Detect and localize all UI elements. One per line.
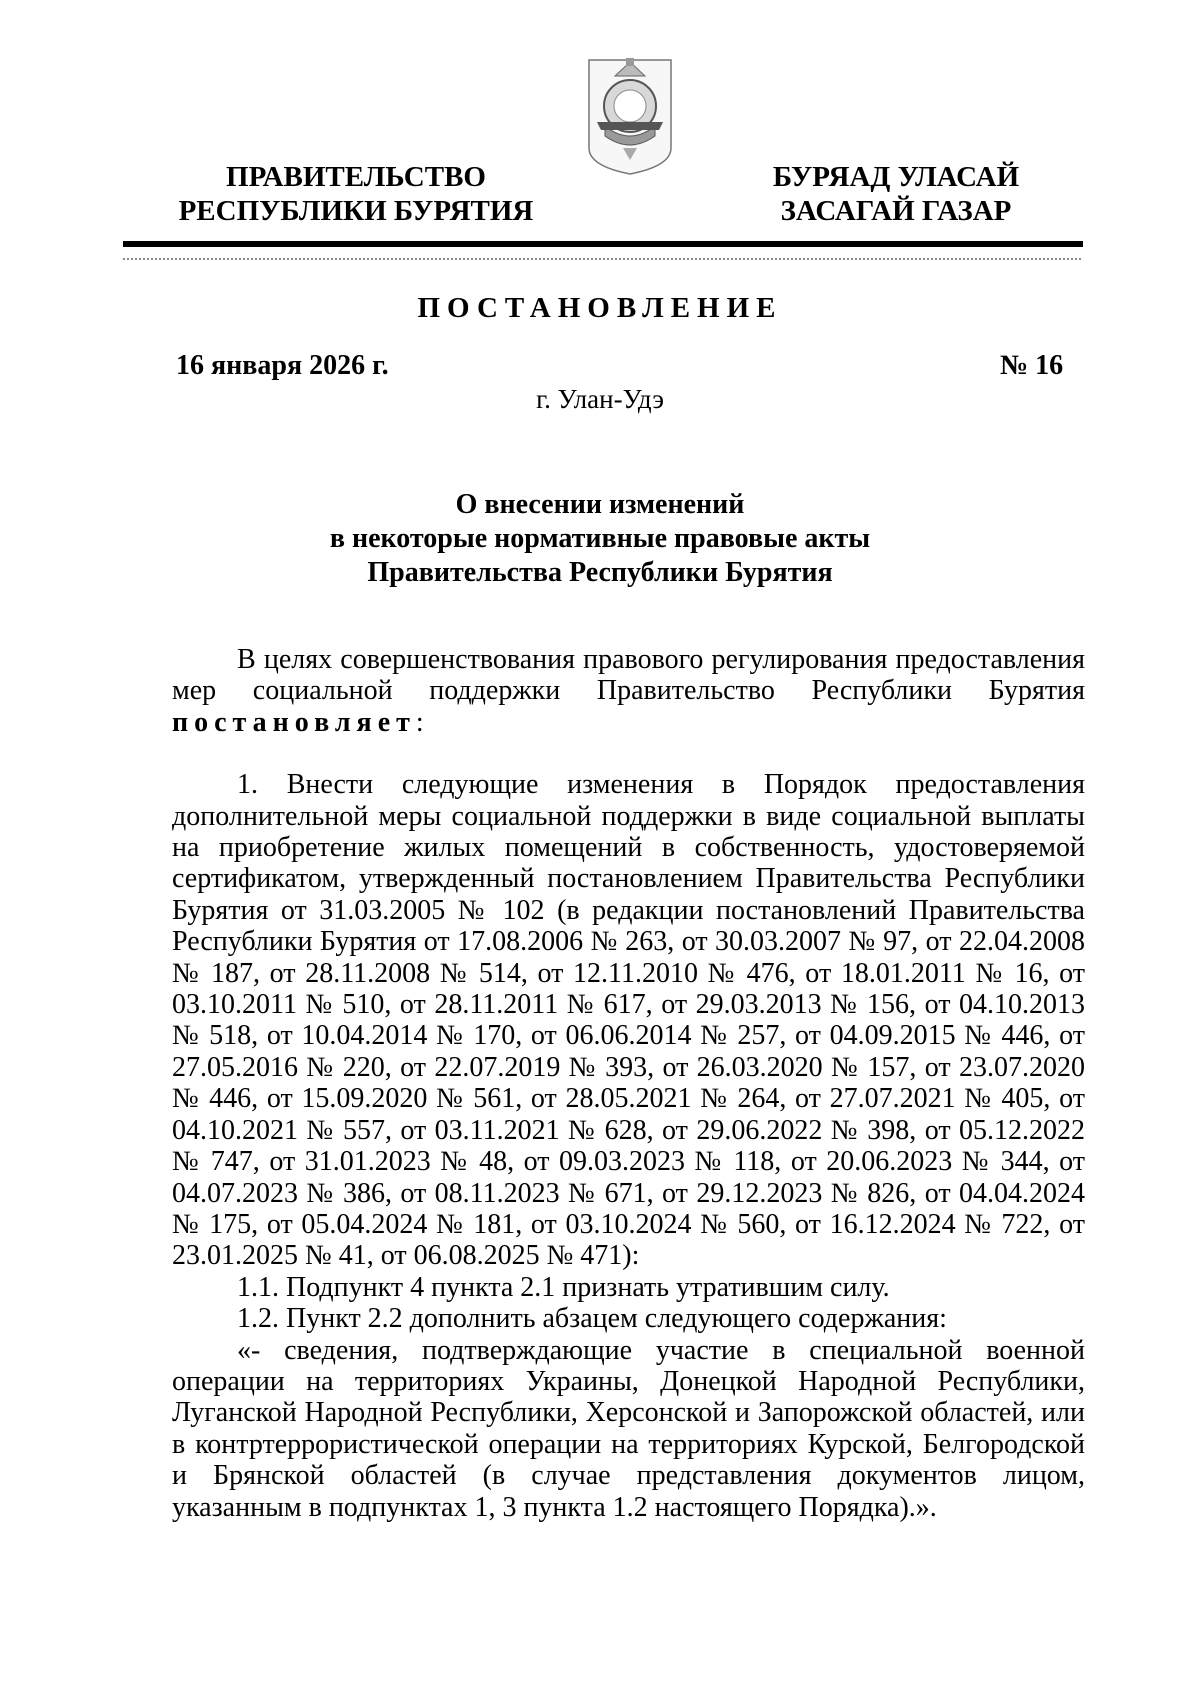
document-title <box>0 488 1200 590</box>
header-divider-thin <box>123 258 1083 260</box>
resolves-word: постановляет <box>172 706 416 738</box>
document-body <box>172 644 1085 1523</box>
item-1-1: 1.1. Подпункт 4 пункта 2.1 признать утратившим силу. <box>237 1271 890 1303</box>
document-number: № 16 <box>1000 350 1064 381</box>
header-divider-thick <box>123 241 1083 247</box>
paragraph-gap <box>172 738 1085 769</box>
quoted-paragraph: «- сведения, подтверждающие участие в специальной военной операции на территориях Украины, Донецкой Народной Республики, Луганской Народной Республики, Херсонской и Запорожской областей, или в контртеррористической операции на территориях Курской, Белгородской и Брянской областей (в случае представления документов лицом, указанным в подпунктах 1, 3 пункта 1.2 настоящего Порядка).». <box>172 1334 1085 1523</box>
item-1-2: 1.2. Пункт 2.2 дополнить абзацем следующего содержания: <box>237 1303 947 1335</box>
header-left-line1: ПРАВИТЕЛЬСТВО <box>226 161 486 193</box>
preamble-paragraph <box>172 644 1085 738</box>
preamble-text: В целях совершенствования правового регулирования предоставления мер социальной поддержки Правительство Республики Бурятия <box>172 644 1085 707</box>
header-right <box>716 160 1076 228</box>
header-right-line2: ЗАСАГАЙ ГАЗАР <box>780 195 1012 227</box>
title-line-1: О внесении изменений <box>455 489 745 520</box>
resolves-colon: : <box>415 706 424 738</box>
header-right-line1: БУРЯАД УЛАСАЙ <box>772 161 1020 193</box>
header-left-line2: РЕСПУБЛИКИ БУРЯТИЯ <box>178 195 534 227</box>
document-city: г. Улан-Удэ <box>536 384 664 414</box>
title-line-2: в некоторые нормативные правовые акты <box>329 523 871 554</box>
coat-of-arms-icon <box>585 56 675 178</box>
header-left <box>176 160 536 228</box>
title-line-3: Правительства Республики Бурятия <box>367 557 833 588</box>
document-type: ПОСТАНОВЛЕНИЕ <box>417 292 783 324</box>
document-date: 16 января 2026 г. <box>176 350 389 381</box>
item-1: 1. Внести следующие изменения в Порядок предоставления дополнительной меры социальной поддержки в виде социальной выплаты на приобретение жилых помещений в собственность, удостоверяемой сертификатом, утвержденный постановлением Правительства Республики Бурятия от 31.03.2005 № 102 (в редакции постановлений Правительства Республики Бурятия от 17.08.2006 № 263, от 30.03.2007 № 97, от 22.04.2008 № 187, от 28.11.2008 № 514, от 12.11.2010 № 476, от 18.01.2011 № 16, от 03.10.2011 № 510, от 28.11.2011 № 617, от 29.03.2013 № 156, от 04.10.2013 № 518, от 10.04.2014 № 170, от 06.06.2014 № 257, от 04.09.2015 № 446, от 27.05.2016 № 220, от 22.07.2019 № 393, от 26.03.2020 № 157, от 23.07.2020 № 446, от 15.09.2020 № 561, от 28.05.2021 № 264, от 27.07.2021 № 405, от 04.10.2021 № 557, от 03.11.2021 № 628, от 29.06.2022 № 398, от 05.12.2022 № 747, от 31.01.2023 № 48, от 09.03.2023 № 118, от 20.06.2023 № 344, от 04.07.2023 № 386, от 08.11.2023 № 671, от 29.12.2023 № 826, от 04.04.2024 № 175, от 05.04.2024 № 181, от 03.10.2024 № 560, от 16.12.2024 № 722, от 23.01.2025 № 41, от 06.08.2025 № 471): <box>172 769 1085 1272</box>
